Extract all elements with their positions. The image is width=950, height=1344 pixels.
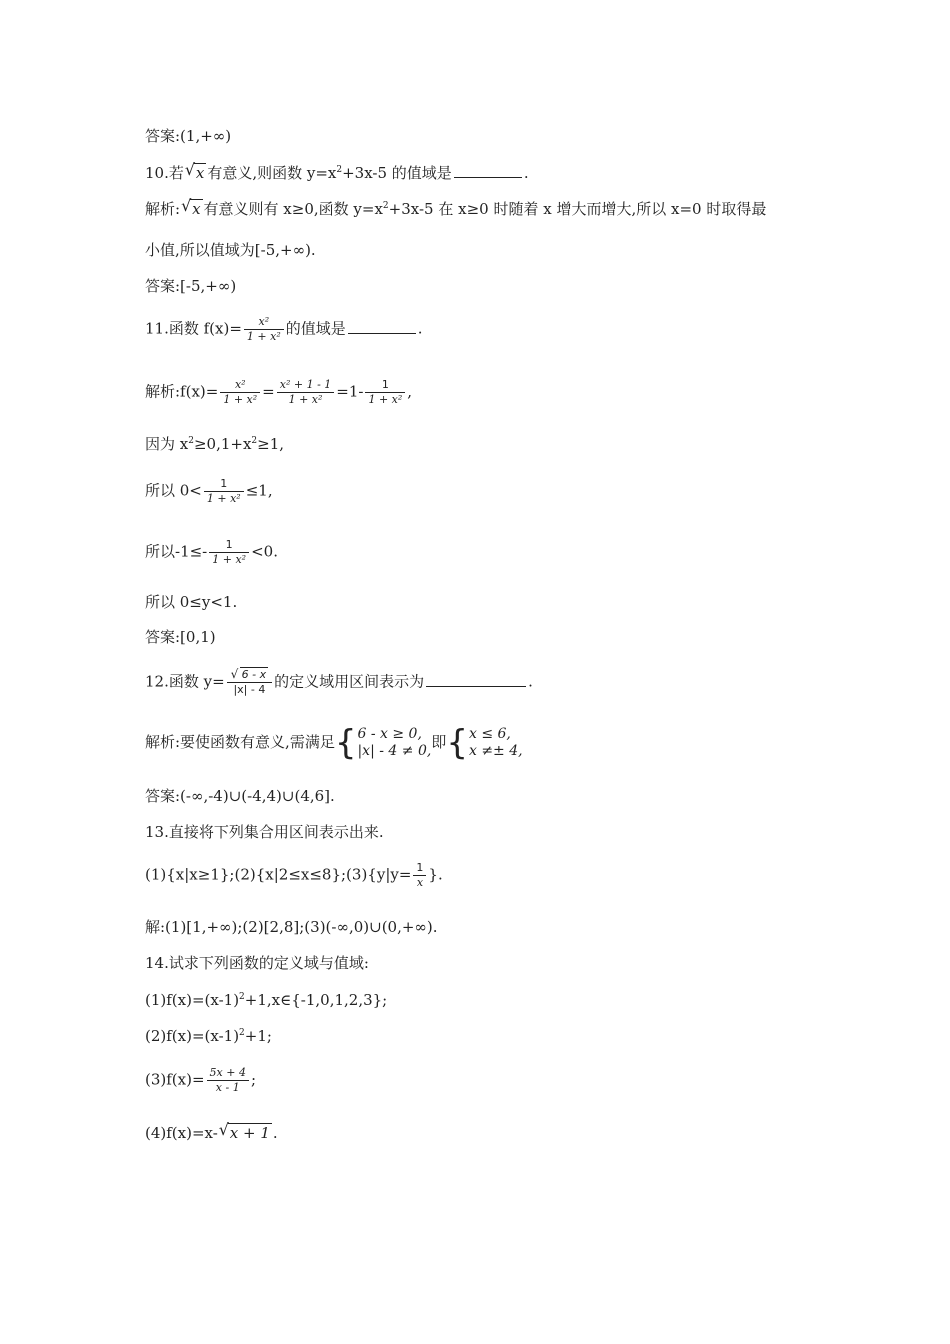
s10-radicand: x [192,200,201,218]
s11-so2-tail: <0. [251,542,278,561]
q12-end: . [528,672,533,691]
question-13: 13.直接将下列集合用区间表示出来. [145,823,384,841]
answer-11: 答案:[0,1) [145,628,216,646]
s11-f3-num: 1 [365,378,405,393]
question-13-items [145,861,443,890]
left-brace-icon: { [334,723,357,763]
q10-end: . [523,164,529,182]
q13-items-prefix: (1){x|x≥1};(2){x|2≤x≤8};(3){y|y= [145,865,412,884]
q14-p3-fraction [207,1066,249,1095]
s12-system-1 [357,726,431,760]
q11-tail: 的值域是 [285,319,346,338]
solution-11 [145,378,412,407]
q12-den: |x| - 4 [233,683,266,696]
s11-so2-num: 1 [209,538,249,553]
q14-p4a: (4)f(x)=x- [145,1124,218,1142]
q10-sqrt: √ x [184,160,205,182]
question-14: 14.试求下列函数的定义域与值域: [145,954,369,972]
q14-p4-radicand: x + 1 [229,1124,270,1142]
s12-sys1-line2: |x| - 4 ≠ 0, [357,743,432,759]
q10-prefix: 10.若 [145,164,184,182]
q12-answer-blank[interactable] [426,672,526,687]
s11-mid: =1- [336,382,364,401]
left-brace-icon: { [446,723,468,763]
q13-fraction [413,861,426,890]
s11-eq: = [262,382,275,401]
q14-p2a: (2)f(x)=(x-1) [145,1027,240,1045]
s11-fraction-2 [277,378,335,407]
s11-f2-den: 1 + x² [288,393,323,406]
s12-prefix: 解析:要使函数有意义,需满足 [145,733,335,751]
s11-prefix: 解析:f(x)= [145,382,219,401]
s12-system-2 [469,726,523,760]
q10-answer-blank[interactable] [454,163,522,178]
question-10 [145,160,529,183]
solution-11-because [145,434,284,454]
s11-so1-num: 1 [204,477,244,492]
q10-tail: +3x-5 的值域是 [342,164,452,182]
s10-sup: 2 [382,201,389,211]
question-12 [145,668,533,697]
q10-radicand: x [195,164,205,182]
q14-p2b: +1; [244,1027,272,1045]
answer-10: 答案:[-5,+∞) [145,277,237,295]
solution-13: 解:(1)[1,+∞);(2)[2,8];(3)(-∞,0)∪(0,+∞). [145,918,438,936]
s12-sys2-line1: x ≤ 6, [468,726,511,742]
q14-p2sup: 2 [239,1028,245,1038]
q10-sup: 2 [336,165,343,175]
q11-answer-blank[interactable] [348,319,416,334]
s11-because-c: ≥1, [257,435,285,453]
s10-tail: +3x-5 在 x≥0 时随着 x 增大而增大,所以 x=0 时取得最 [388,200,767,218]
q10-mid: 有意义,则函数 y=x [207,164,337,182]
q14-p4-sqrt: √ x + 1 [218,1120,270,1142]
s11-f3-den: 1 + x² [368,393,403,406]
s11-so1-prefix: 所以 0< [145,481,202,500]
s11-fraction-3 [365,378,405,407]
q14-p3a: (3)f(x)= [145,1070,205,1089]
s11-f1-den: 1 + x² [223,393,258,406]
s11-end: , [407,382,413,401]
q12-prefix: 12.函数 y= [145,672,225,691]
q14-part-3 [145,1066,256,1095]
q13-fnum: 1 [413,861,426,876]
q11-num: x² [244,315,284,330]
q12-tail: 的定义域用区间表示为 [274,672,425,691]
q11-prefix: 11.函数 f(x)= [145,319,242,338]
q14-p3b: ; [250,1070,257,1089]
q12-fraction [227,668,272,697]
s11-because-sup1: 2 [188,436,194,446]
q14-p1b: +1,x∈{-1,0,1,2,3}; [244,991,388,1009]
q14-p1a: (1)f(x)=(x-1) [145,991,240,1009]
q11-fraction [244,315,284,344]
s12-sys1-line1: 6 - x ≥ 0, [357,726,422,742]
s11-because-a: 因为 x [145,435,189,453]
q14-part-4 [145,1120,278,1143]
solution-11-so3: 所以 0≤y<1. [145,593,238,611]
solution-12 [145,723,523,763]
q14-p4b: . [272,1124,278,1142]
q11-end: . [417,319,423,338]
q14-p3-num: 5x + 4 [207,1066,249,1081]
s11-so2-prefix: 所以-1≤- [145,542,208,561]
s11-so2-den: 1 + x² [212,553,247,566]
solution-11-so1 [145,477,273,506]
q11-den: 1 + x² [246,330,281,343]
s11-fraction-1 [220,378,260,407]
answer-9: 答案:(1,+∞) [145,127,232,145]
solution-11-so2 [145,538,278,567]
q14-part-2 [145,1026,272,1046]
q13-items-tail: }. [428,865,443,884]
s11-so1-den: 1 + x² [206,492,241,505]
q13-fden: x [416,876,424,889]
s10-prefix: 解析: [145,200,181,218]
s10-sqrt: √ x [181,196,201,218]
q14-p3-den: x - 1 [215,1081,240,1094]
q12-sqrt: √ 6 - x [230,667,267,681]
s11-f1-num: x² [220,378,260,393]
answer-12: 答案:(-∞,-4)∪(-4,4)∪(4,6]. [145,787,335,805]
question-11 [145,315,423,344]
s11-so1-fraction [204,477,244,506]
solution-10-line2: 小值,所以值域为[-5,+∞). [145,241,316,259]
q14-part-1 [145,990,387,1010]
s12-sys2-line2: x ≠± 4, [468,743,523,759]
s11-because-b: ≥0,1+x [193,435,252,453]
q12-radicand: 6 - x [241,668,267,681]
s11-so1-tail: ≤1, [245,481,273,500]
s11-because-sup2: 2 [251,436,258,446]
q14-p1sup: 2 [239,992,245,1002]
solution-10 [145,196,767,219]
s11-f2-num: x² + 1 - 1 [277,378,335,393]
s10-mid: 有意义则有 x≥0,函数 y=x [203,200,383,218]
s12-mid: 即 [431,733,447,751]
s11-so2-fraction [209,538,249,567]
